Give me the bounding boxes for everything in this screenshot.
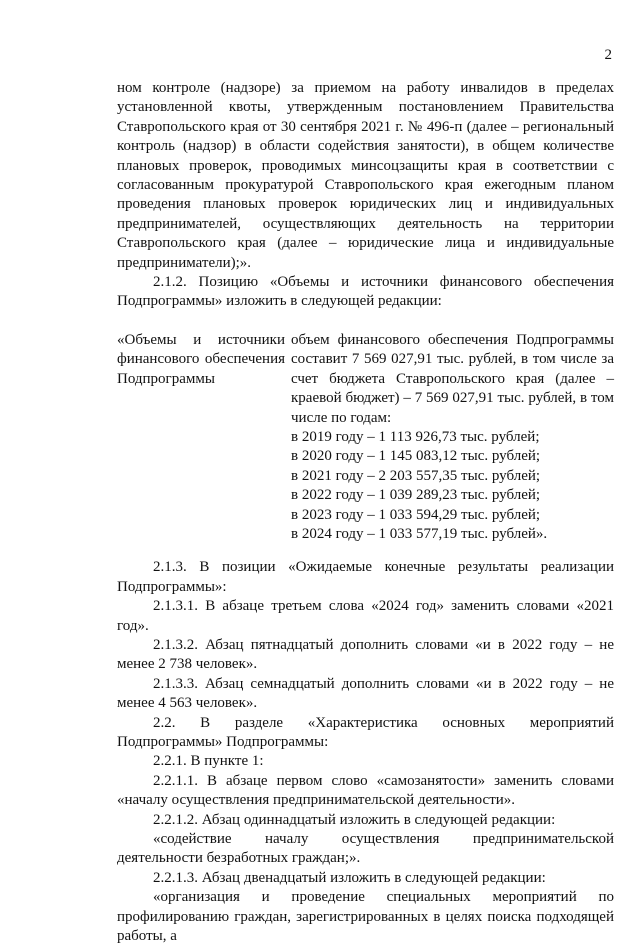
financing-table-label: «Объемы и источники финансового обеспечения Подпрограммы: [117, 331, 285, 387]
financing-table-values: [291, 331, 614, 544]
page-number: 2: [604, 47, 612, 63]
paragraph-2-1-3-2: 2.1.3.2. Абзац пятнадцатый дополнить словами «и в 2022 году – не менее 2 738 человек».: [117, 636, 614, 673]
paragraph-2-2: 2.2. В разделе «Характеристика основных мероприятий Подпрограммы» Подпрограммы:: [117, 714, 614, 750]
paragraph-2-2-1: 2.2.1. В пункте 1:: [153, 753, 264, 770]
quote-paragraph-2: «организация и проведение специальных мероприятий по профилированию граждан, зарегистрированных в целях поиска подходящей работы, а: [117, 889, 614, 945]
financing-year-2019: в 2019 году – 1 113 926,73 тыс. рублей;: [291, 428, 540, 445]
quote-paragraph-1: «содействие началу осуществления предпринимательской деятельности безработных граждан;».: [117, 831, 614, 867]
financing-year-2022: в 2022 году – 1 039 289,23 тыс. рублей;: [291, 487, 541, 504]
paragraph-2-1-2: 2.1.2. Позицию «Объемы и источники финансового обеспечения Подпрограммы» изложить в следующей редакции:: [117, 274, 614, 310]
financing-year-2020: в 2020 году – 1 145 083,12 тыс. рублей;: [291, 448, 541, 465]
financing-year-2024: в 2024 году – 1 033 577,19 тыс. рублей».: [291, 525, 548, 542]
paragraph-2-2-1-1: 2.2.1.1. В абзаце первом слово «самозанятости» заменить словами «началу осуществления предпринимательской деятельности».: [117, 772, 614, 809]
document-body: [117, 79, 614, 946]
paragraph-2-2-1-2: 2.2.1.2. Абзац одиннадцатый изложить в следующей редакции:: [153, 811, 556, 828]
financing-year-2023: в 2023 году – 1 033 594,29 тыс. рублей;: [291, 506, 541, 523]
financing-table: [117, 331, 614, 544]
paragraph-2-1-3-3: 2.1.3.3. Абзац семнадцатый дополнить словами «и в 2022 году – не менее 4 563 человек».: [117, 675, 614, 712]
financing-total-text: объем финансового обеспечения Подпрограммы составит 7 569 027,91 тыс. рублей, в том числе за счет бюджета Ставропольского края (далее – краевой бюджет) – 7 569 027,91 тыс. рублей, в том числе по годам:: [291, 331, 614, 426]
paragraph-2-1-3: 2.1.3. В позиции «Ожидаемые конечные результаты реализации Подпрограммы»:: [117, 559, 614, 595]
financing-year-2021: в 2021 году – 2 203 557,35 тыс. рублей;: [291, 467, 541, 484]
paragraph-2-2-1-3: 2.2.1.3. Абзац двенадцатый изложить в следующей редакции:: [153, 869, 546, 886]
paragraph-2-1-3-1: 2.1.3.1. В абзаце третьем слова «2024 год» заменить словами «2021 год».: [117, 598, 614, 634]
intro-paragraph: ном контроле (надзоре) за приемом на работу инвалидов в пределах установленной квоты, утвержденным постановлением Правительства Ставропольского края от 30 сентября 2021 г. № 496-п (далее – региональный контроль (надзор) в области содействия занятости), в общем количестве плановых проверок, проводимых минсоцзащиты края в соответствии с согласованным прокуратурой Ставропольского края ежегодным планом проведения плановых проверок юридических лиц и индивидуальных предпринимателей, осуществляющих деятельность на территории Ставропольского края (далее – юридические лица и индивидуальные предприниматели);».: [117, 80, 614, 271]
